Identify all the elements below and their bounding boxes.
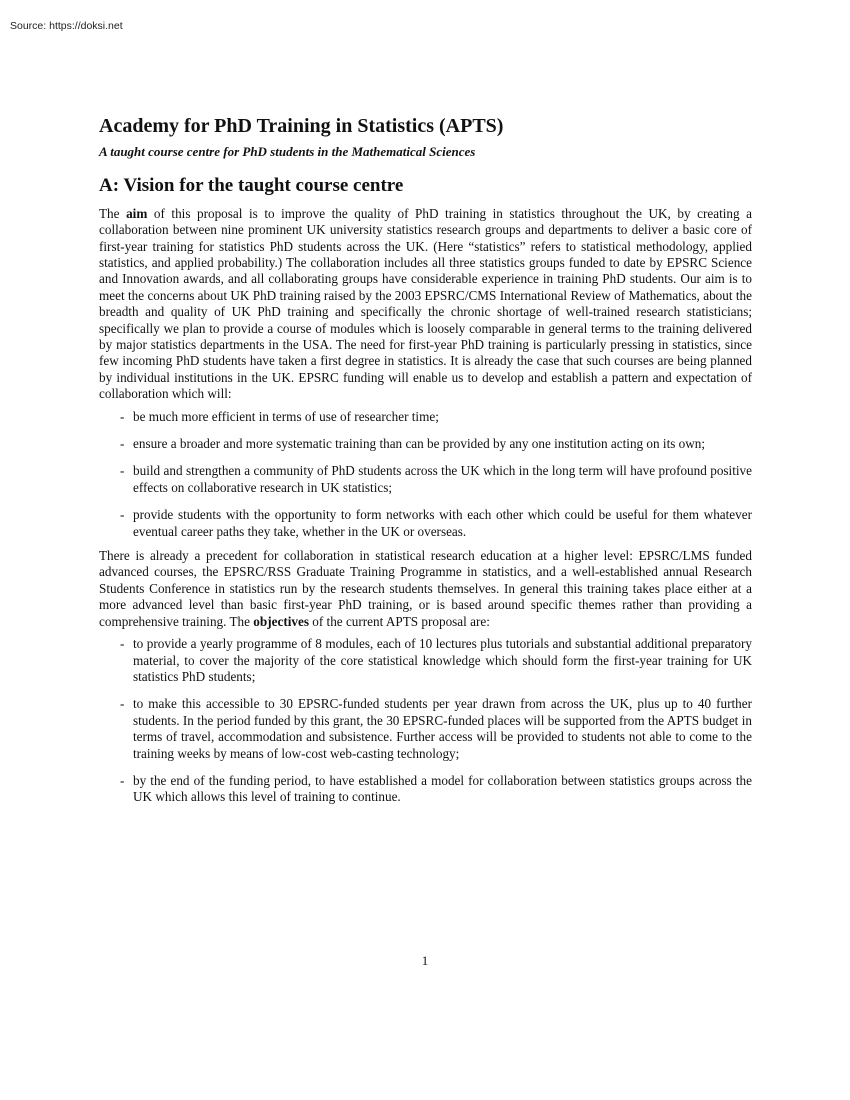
- list-item: - to make this accessible to 30 EPSRC-funded students per year drawn from across the UK, plus up to 40 further students. In the period funded by this grant, the 30 EPSRC-funded places will be supported from the APTS budget in terms of travel, accommodation and subsistence. Further access will be provided to students not able to come to the training weeks by means of low-cost web-casting technology;: [133, 696, 752, 762]
- list-item: - ensure a broader and more systematic training than can be provided by any one institution acting on its own;: [133, 436, 752, 452]
- objectives-keyword: objectives: [253, 613, 309, 629]
- benefits-list: [99, 409, 752, 540]
- list-item: - build and strengthen a community of PhD students across the UK which in the long term will have profound positive effects on collaborative research in UK statistics;: [133, 463, 752, 496]
- list-item: - be much more efficient in terms of use of researcher time;: [133, 409, 752, 425]
- objectives-paragraph: [99, 548, 752, 630]
- list-item: - to provide a yearly programme of 8 modules, each of 10 lectures plus tutorials and substantial additional preparatory material, to cover the majority of the core statistical knowledge which should form the first-year training for UK statistics PhD students;: [133, 636, 752, 685]
- aim-paragraph-lead: The: [99, 205, 127, 221]
- aim-paragraph-text: of this proposal is to improve the quality of PhD training in statistics throughout the UK, by creating a collaboration between nine prominent UK university statistics research groups and departments to deliver a basic core of first-year training for statistics PhD students across the UK. (Here “statistics” refers to statistical methodology, applied statistics, and applied probability.) The collaboration includes all three statistics groups funded to date by EPSRC Science and Innovation awards, and all collaborating groups have considerable experience in training PhD students. Our aim is to meet the concerns about UK PhD training raised by the 2003 EPSRC/CMS International Review of Mathematics, about the breadth and quality of UK PhD training and specifically the chronic shortage of well-trained research statisticians; specifically we plan to provide a course of modules which is loosely comparable in general terms to the training delivered by major statistics departments in the USA. The need for first-year PhD training is particularly pressing in statistics, since few incoming PhD students have taken a first degree in statistics. It is already the case that such courses are being planned by individual institutions in the UK. EPSRC funding will enable us to develop and establish a pattern and expectation of collaboration which will:: [99, 205, 752, 402]
- page-number: 1: [421, 953, 429, 968]
- objectives-paragraph-text: of the current APTS proposal are:: [308, 613, 490, 629]
- objectives-paragraph-lead: There is already a precedent for collaboration in statistical research education at a higher level: EPSRC/LMS funded advanced courses, the EPSRC/RSS Graduate Training Programme in statistics, and a well-established annual Research Students Conference in statistics run by the research students themselves. In general this training takes place either at a more advanced level than basic first-year PhD training, or is based around specific themes rather than providing a comprehensive training. The: [99, 548, 752, 629]
- section-heading: A: Vision for the taught course centre: [99, 175, 404, 196]
- list-item: - by the end of the funding period, to have established a model for collaboration between statistics groups across the UK which allows this level of training to continue.: [133, 773, 752, 806]
- document-title: Academy for PhD Training in Statistics (APTS): [99, 115, 504, 137]
- document-subtitle: A taught course centre for PhD students in the Mathematical Sciences: [99, 144, 476, 159]
- list-item: - provide students with the opportunity to form networks with each other which could be useful for them whatever eventual career paths they take, whether in the UK or overseas.: [133, 507, 752, 540]
- objectives-list: [99, 636, 752, 806]
- aim-keyword: aim: [126, 205, 148, 221]
- source-label: Source: https://doksi.net: [10, 20, 123, 32]
- aim-paragraph: [99, 206, 752, 403]
- document-page: [99, 114, 752, 817]
